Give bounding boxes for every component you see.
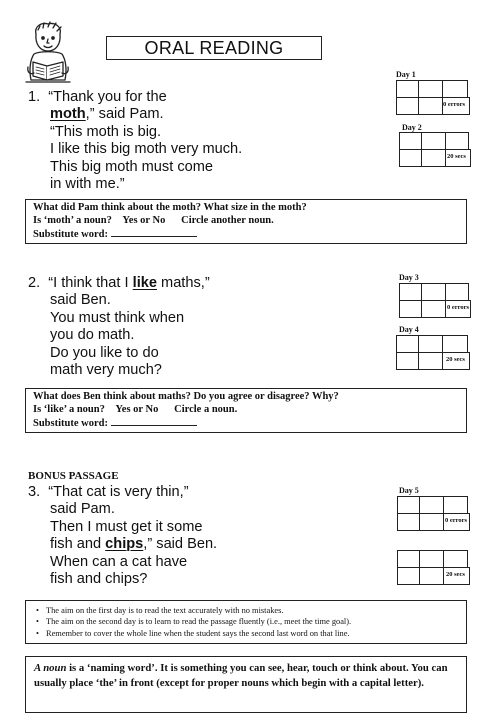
day-label: Day 4 (399, 325, 419, 334)
passage-number: 3. (28, 484, 41, 500)
question-line: Is ‘like’ a noun? (33, 403, 105, 415)
passage-line: said Ben. (50, 292, 111, 309)
yes-no-option[interactable]: Yes or No (122, 214, 166, 226)
question-box-2 (25, 388, 467, 433)
day-grid (399, 132, 471, 168)
passage-line: “Thank you for the (48, 89, 167, 105)
secs-label: 20 secs (446, 356, 465, 363)
question-box-1 (25, 199, 467, 244)
passage-line: fish and (50, 536, 106, 553)
day-grid (396, 335, 471, 371)
day-label: Day 3 (399, 273, 419, 282)
substitute-label: Substitute word: (33, 418, 108, 430)
yes-no-option[interactable]: Yes or No (115, 403, 159, 415)
passage-line: said Pam. (50, 501, 115, 518)
answer-blank[interactable] (111, 227, 197, 237)
passage-line: Do you like to do (50, 344, 159, 361)
day-label: Day 5 (399, 486, 419, 495)
secs-label: 20 secs (446, 571, 465, 578)
passage-line: in with me.” (50, 176, 125, 193)
answer-blank[interactable] (111, 416, 197, 426)
bonus-heading: BONUS PASSAGE (28, 470, 119, 482)
instruction-item: • Remember to cover the whole line when the student says the second last word on that line. (46, 628, 458, 639)
passage-line: You must think when (50, 309, 185, 326)
question-line: Circle a noun. (174, 403, 238, 415)
day-grid (397, 496, 471, 532)
instructions-list (34, 605, 458, 639)
day-label: Day 2 (402, 123, 422, 132)
secs-label: 20 secs (447, 153, 466, 160)
passage-line: This big moth must come (50, 158, 214, 175)
passage-line: ,” said Pam. (85, 106, 164, 123)
passage-line: fish and chips? (50, 571, 148, 588)
question-line: What does Ben think about maths? Do you agree or disagree? Why? (33, 391, 339, 402)
passage-line: I like this big moth very much. (50, 141, 243, 158)
substitute-label: Substitute word: (33, 229, 108, 241)
noun-term: A noun (34, 662, 67, 674)
question-line: Is ‘moth’ a noun? (33, 214, 112, 226)
passage-line: maths,” (156, 275, 210, 291)
errors-label: 0 errors (443, 101, 466, 108)
day-grid (396, 80, 471, 116)
noun-definition-box (25, 656, 467, 713)
passage-3 (28, 484, 217, 588)
passage-number: 1. (28, 89, 41, 105)
passage-line: “This moth is big. (50, 123, 162, 140)
instructions-box (25, 600, 467, 644)
passage-line: “That cat is very thin,” (48, 484, 189, 500)
instruction-item: • The aim on the first day is to read the text accurately with no mistakes. (46, 605, 458, 616)
errors-label: 0 errors (445, 517, 468, 524)
question-line: Circle another noun. (181, 214, 274, 226)
day-grid (397, 550, 471, 586)
passage-2 (28, 275, 210, 379)
reading-student-icon (20, 20, 78, 86)
target-word: chips (105, 536, 144, 553)
errors-label: 0 errors (447, 304, 470, 311)
passage-line: “I think that I (48, 275, 133, 291)
passage-line: ,” said Ben. (143, 536, 218, 553)
passage-line: math very much? (50, 362, 162, 379)
day-label: Day 1 (396, 70, 416, 79)
passage-line: When can a cat have (50, 553, 188, 570)
passage-number: 2. (28, 275, 41, 291)
target-word: moth (50, 106, 86, 123)
passage-line: Then I must get it some (50, 518, 203, 535)
page-title: ORAL READING (106, 36, 322, 60)
day-grid (399, 283, 471, 319)
passage-line: you do math. (50, 327, 135, 344)
instruction-item: • The aim on the second day is to learn to read the passage fluently (i.e., meet the time goal). (46, 616, 458, 627)
passage-1 (28, 89, 242, 193)
noun-definition-text: is a ‘naming word’. It is something you can see, hear, touch or think about. You can usually place ‘the’ in front (except for proper nouns which begin with a capital letter). (34, 662, 448, 689)
target-word: like (132, 275, 157, 291)
question-line: What did Pam think about the moth? What size in the moth? (33, 202, 307, 213)
